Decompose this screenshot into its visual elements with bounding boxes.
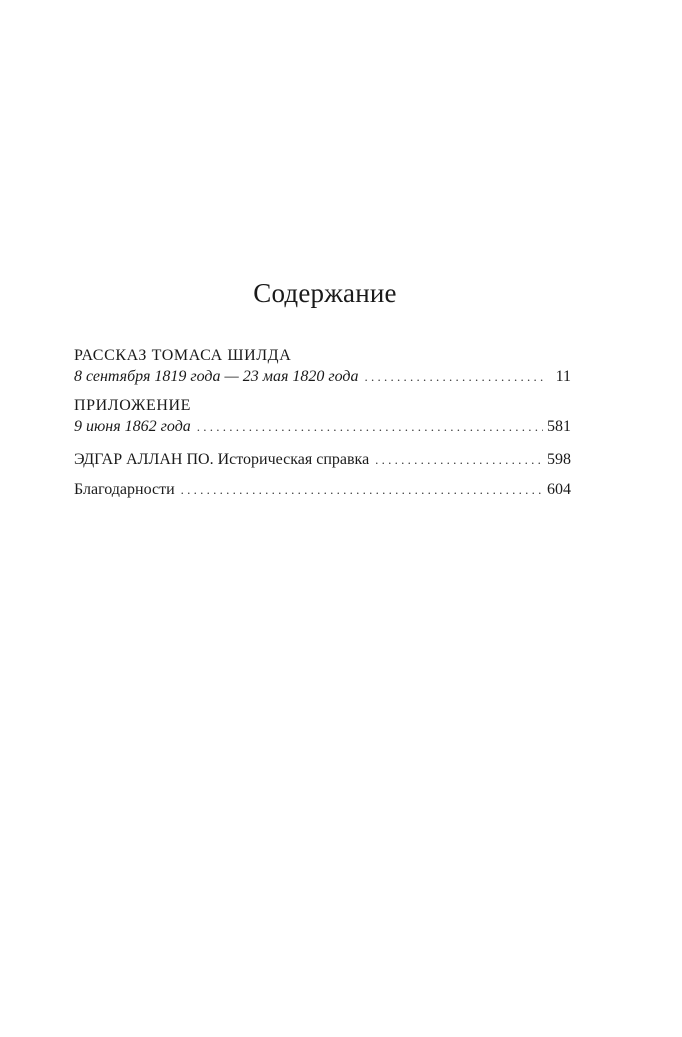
dot-leader — [365, 366, 545, 387]
toc-entry-label: ЭДГАР АЛЛАН ПО. Историческая справка — [74, 451, 370, 468]
toc-group-historical-note — [74, 449, 571, 470]
dot-leader — [181, 479, 543, 500]
toc-entry-acknowledgements[interactable] — [74, 479, 571, 500]
toc-entry-appendix[interactable] — [74, 416, 571, 437]
page-title: Содержание — [253, 278, 397, 308]
toc-entry-label: 8 сентября 1819 года — 23 мая 1820 года — [74, 368, 359, 385]
toc-page-number: 604 — [547, 481, 571, 498]
toc-group-story — [74, 345, 571, 387]
toc-entry-label: Благодарности — [74, 481, 175, 498]
dot-leader — [197, 416, 543, 437]
toc-page-number: 581 — [547, 418, 571, 435]
toc-page-number: 11 — [555, 368, 571, 385]
toc-section-heading: РАССКАЗ ТОМАСА ШИЛДА — [74, 347, 292, 364]
toc-group-acknowledgements — [74, 479, 571, 500]
toc-group-appendix — [74, 395, 571, 437]
toc-entry-label: 9 июня 1862 года — [74, 418, 191, 435]
dot-leader — [375, 449, 543, 470]
toc-entry-historical-note[interactable] — [74, 449, 571, 470]
toc-page-number: 598 — [547, 451, 571, 468]
toc-entry-story[interactable] — [74, 366, 571, 387]
table-of-contents — [74, 345, 571, 500]
toc-section-heading: ПРИЛОЖЕНИЕ — [74, 397, 192, 414]
